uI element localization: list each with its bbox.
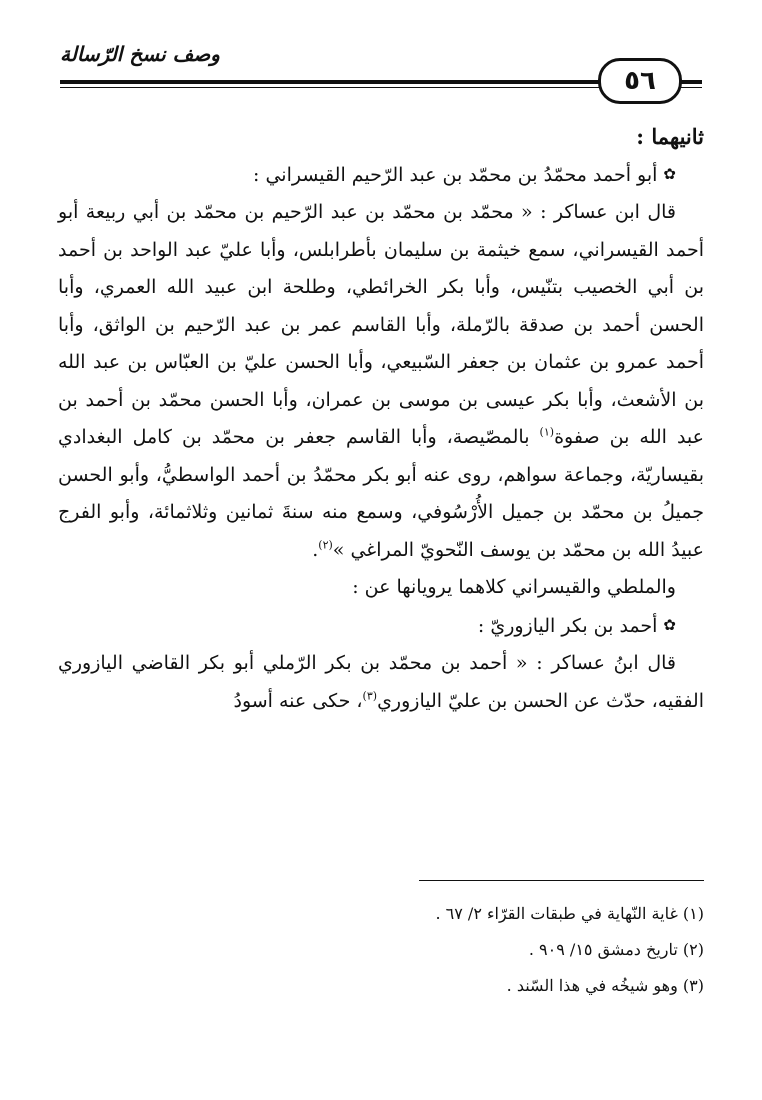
footnote-3: (٣) وهو شيخُه في هذا السّند .	[506, 976, 704, 995]
paragraph-1	[58, 194, 704, 569]
bullet-text-1: أبو أحمد محمّدُ بن محمّد بن عبد الرّحيم القيسراني :	[253, 163, 658, 186]
page-number: ٥٦	[598, 58, 682, 104]
running-title: وصف نسخ الرّسالة	[60, 42, 220, 66]
paragraph-3-text-b: ، حكى عنه أسودُ	[233, 689, 363, 712]
footnote-2: (٢) تاريخ دمشق ١٥/ ٩٠٩ .	[528, 940, 704, 959]
bullet-line-2	[58, 607, 704, 646]
footnote-ref-3[interactable]: (٣)	[362, 689, 378, 703]
paragraph-1-text-b: بالمصّيصة، وأبا القاسم جعفر بن محمّد بن كامل البغدادي بقيساريّة، وجماعة سواهم، روى عنه أبو بكر محمّدُ بن أحمد الواسطيُّ، وأبو الحسن جميلُ بن محمّد بن جميل الأُرْسُوفي، وسمع منه سنةَ ثمانين وثلاثمائة، وأبو الفرج عبيدُ الله بن محمّد بن يوسف النّحويّ المراغي »	[58, 426, 704, 561]
bullet-text-2: أحمد بن بكر اليازوريّ :	[477, 614, 658, 637]
footnote-separator	[419, 880, 704, 881]
paragraph-2: والملطي والقيسراني كلاهما يرويانها عن :	[352, 576, 676, 598]
paragraph-3-text: قال ابنُ عساكر : « أحمد بن محمّد بن بكر الرّملي أبو بكر القاضي اليازوري الفقيه، حدّث عن الحسن بن عليّ اليازوري	[58, 652, 704, 712]
footnote-1: (١) غاية النّهاية في طبقات القرّاء ٢/ ٦٧ .	[435, 904, 704, 923]
paragraph-3	[58, 645, 704, 720]
footnote-ref-2[interactable]: (٢)	[318, 538, 333, 552]
paragraph-1-end: .	[312, 538, 319, 561]
section-heading: ثانيهما :	[636, 124, 704, 149]
bullet-line-1	[58, 156, 704, 195]
paragraph-1-text: قال ابن عساكر : « محمّد بن محمّد بن عبد الرّحيم بن محمّد بن أبي ربيعة أبو أحمد القيسراني، سمع خيثمة بن سليمان بأطرابلس، وأبا عليّ عبد الواحد بن أحمد بن أبي الخصيب بتنّيس، وأبا بكر الخرائطي، وطلحة ابن عبيد الله العمري، وأبا الحسن أحمد بن صدقة بالرّملة، وأبا القاسم عمر بن عبد الرّحيم بن الواثق، وأبا أحمد عمرو بن عثمان بن جعفر السّبيعي، وأبا الحسن عليّ بن العبّاس بن عبد الله بن الأشعث، وأبا بكر عيسى بن موسى بن عمران، وأبا الحسن محمّد بن أحمد بن عبد الله بن صفوة	[58, 201, 704, 448]
footnotes	[58, 896, 704, 1004]
flower-bullet-icon: ✿	[663, 615, 676, 634]
page-header	[60, 40, 702, 110]
flower-bullet-icon: ✿	[663, 164, 676, 183]
footnote-ref-1[interactable]: (١)	[539, 425, 555, 439]
main-text	[58, 118, 704, 720]
